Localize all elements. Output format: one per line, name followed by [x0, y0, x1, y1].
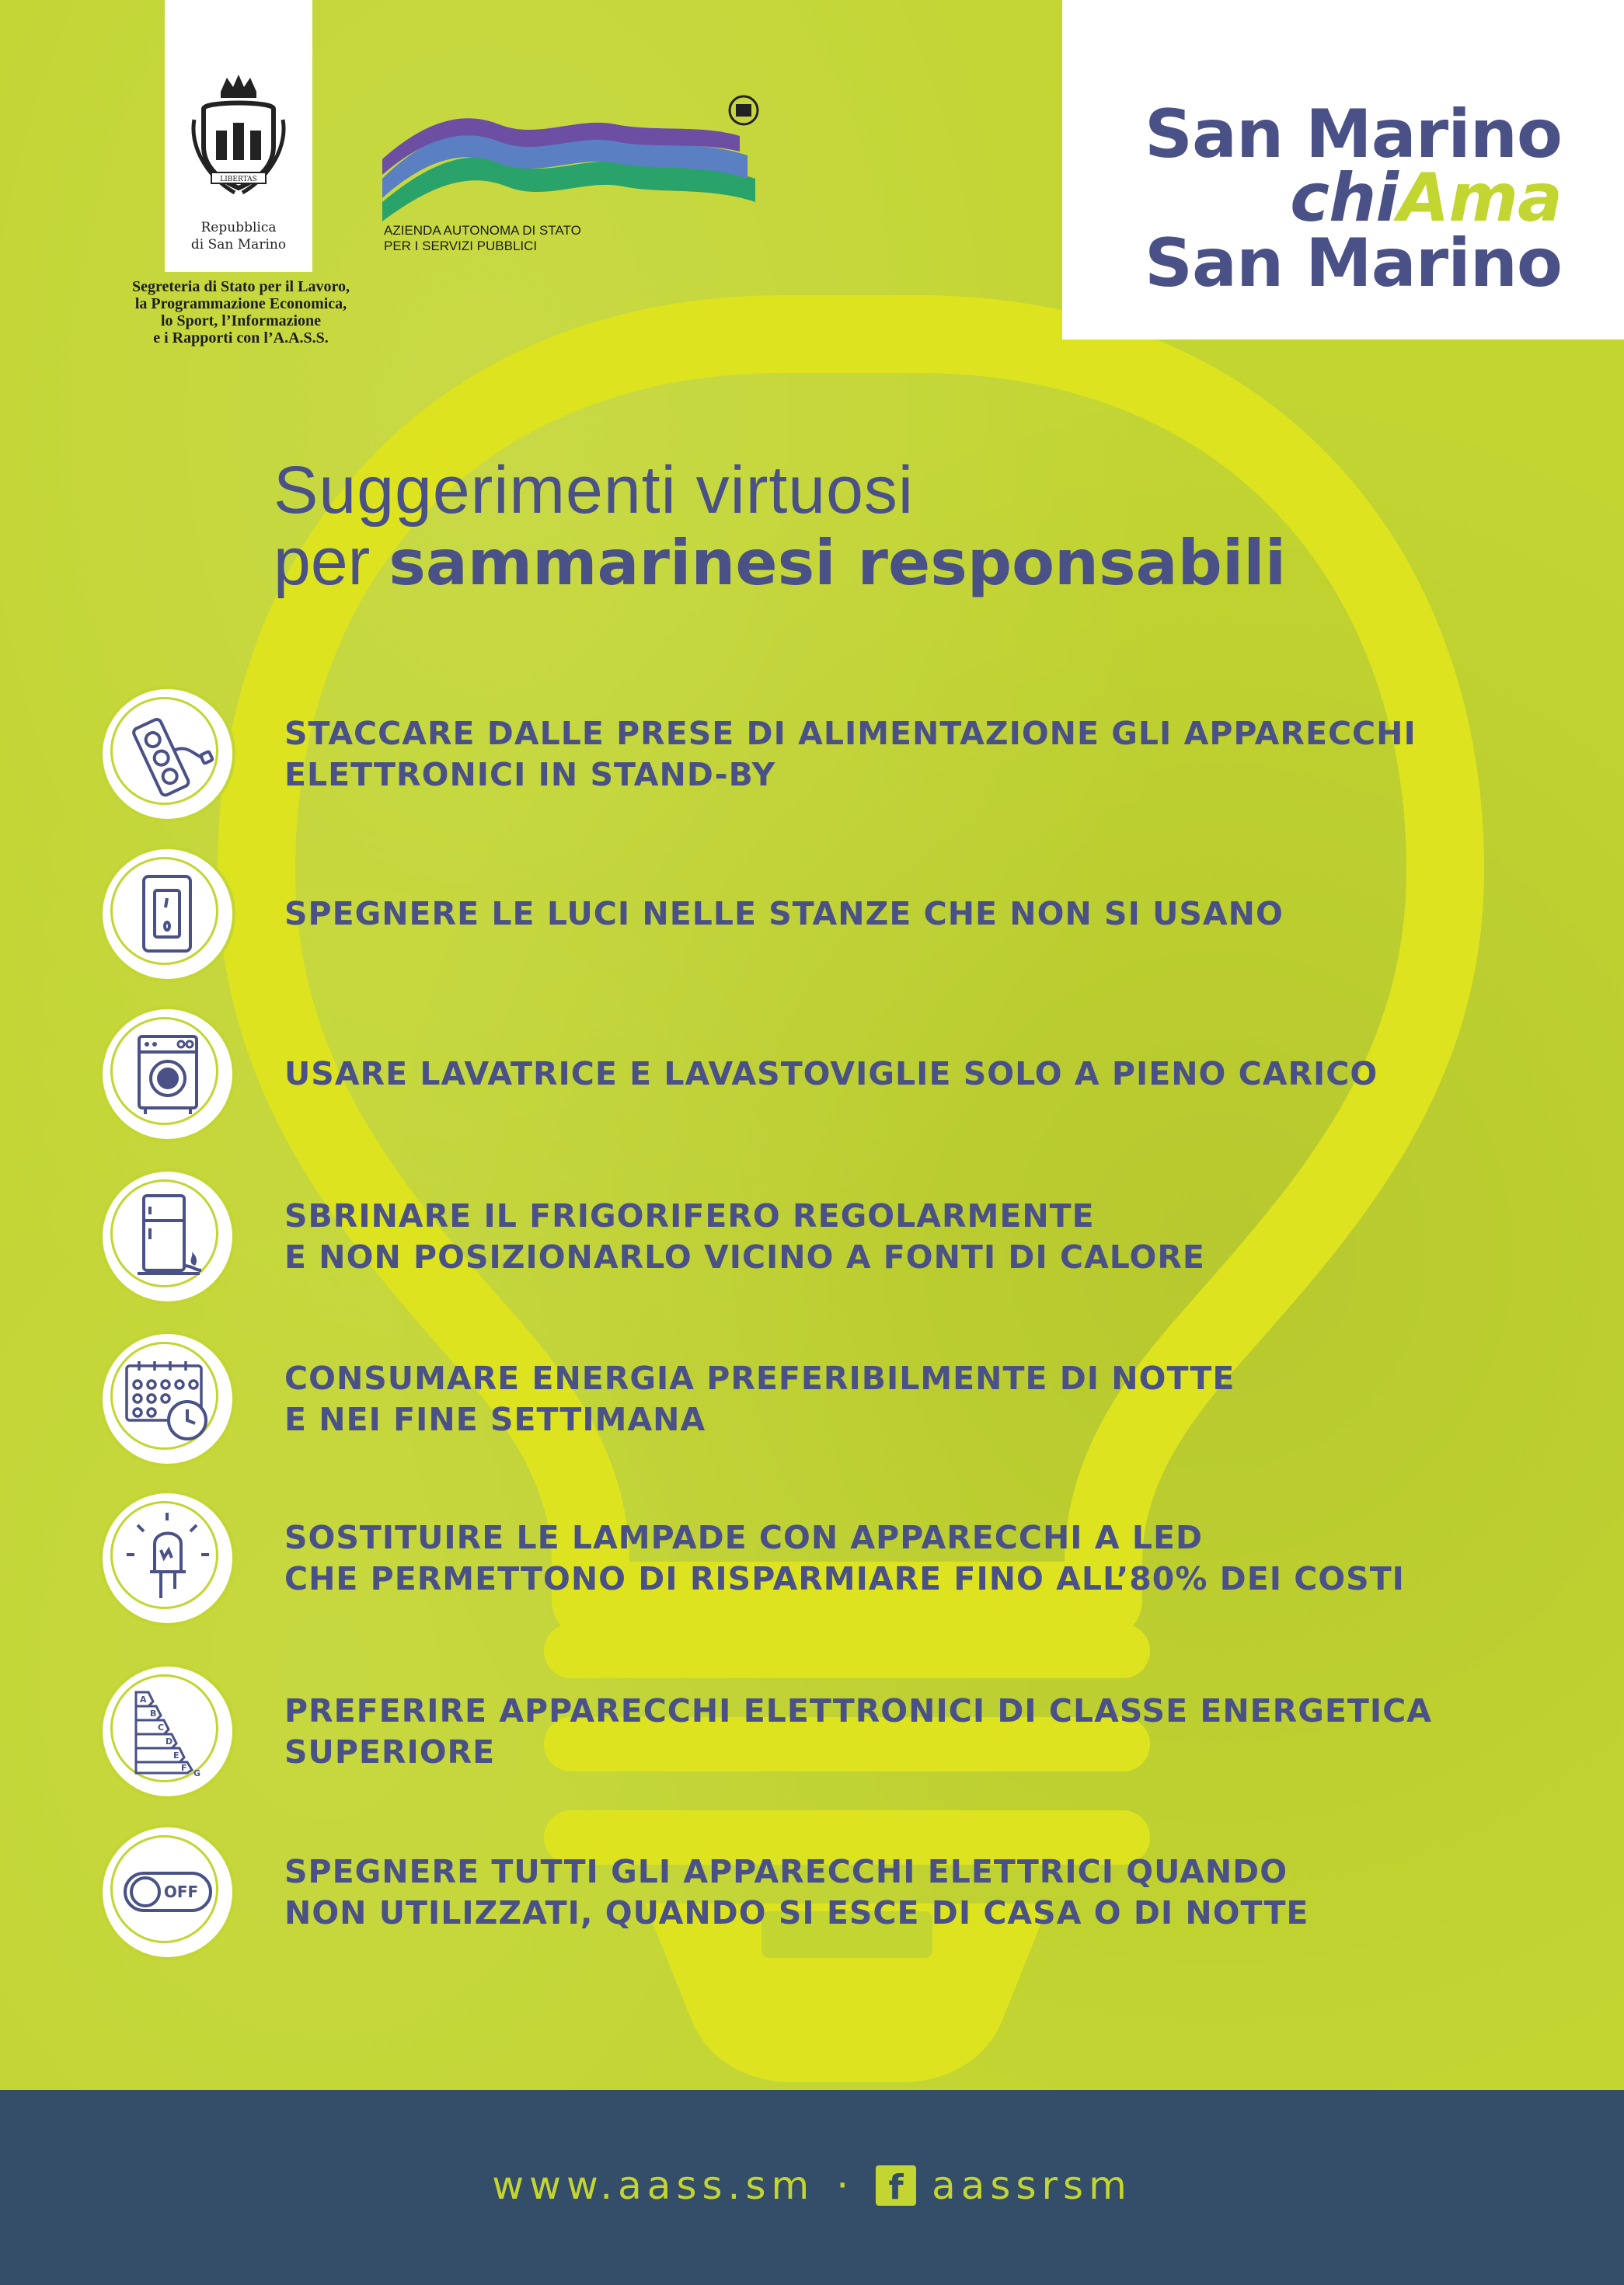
tip-text-line: CHE PERMETTONO DI RISPARMIARE FINO ALL’80% DEI COSTI	[284, 1559, 1405, 1597]
tip-text	[284, 1006, 1535, 1142]
campaign-line3: San Marino	[1145, 225, 1562, 302]
campaign-chi: chi	[1290, 159, 1398, 237]
aass-logo-icon	[382, 93, 771, 225]
tip-text	[284, 1331, 1535, 1467]
campaign-line1: San Marino	[1145, 96, 1562, 173]
footer-separator: ·	[836, 2163, 855, 2208]
tip-item	[99, 1663, 1545, 1799]
title-line2-bold: sammarinesi responsabili	[389, 527, 1287, 599]
tip-text-line: STACCARE DALLE PRESE DI ALIMENTAZIONE GLI APPARECCHI	[284, 714, 1417, 752]
website-link[interactable]: www.aass.sm	[492, 2163, 815, 2208]
tip-text-line: USARE LAVATRICE E LAVASTOVIGLIE SOLO A PIENO CARICO	[284, 1055, 1378, 1092]
aass-name-line1: AZIENDA AUTONOMA DI STATO	[384, 223, 581, 238]
tip-text	[284, 686, 1535, 822]
tip-icon-badge	[99, 1490, 235, 1626]
tip-item	[99, 1824, 1545, 1960]
tip-text-line: E NEI FINE SETTIMANA	[284, 1400, 706, 1438]
power-strip-icon	[120, 707, 214, 801]
tip-text-line: CONSUMARE ENERGIA PREFERIBILMENTE DI NOTTE	[284, 1359, 1235, 1397]
light-switch-icon	[120, 867, 214, 961]
washing-machine-icon	[120, 1027, 214, 1121]
government-name	[165, 219, 312, 253]
government-logo-block	[165, 0, 312, 272]
tip-item	[99, 1169, 1545, 1304]
energy-class-letter: F	[181, 1763, 187, 1773]
tip-text	[284, 1663, 1535, 1799]
secretariat-line: Segreteria di Stato per il Lavoro,	[132, 278, 350, 295]
tip-text	[284, 1169, 1535, 1304]
tip-item	[99, 1331, 1545, 1467]
facebook-handle-link[interactable]: aassrsm	[932, 2163, 1132, 2208]
tip-icon-badge	[99, 1824, 235, 1960]
secretariat-name	[78, 278, 404, 347]
title-line2-regular: per	[274, 524, 389, 599]
tip-text-line: E NON POSIZIONARLO VICINO A FONTI DI CALORE	[284, 1238, 1205, 1276]
tip-text-line: SUPERIORE	[284, 1733, 496, 1771]
tip-icon-badge	[99, 1331, 235, 1467]
tip-icon-badge	[99, 1006, 235, 1142]
secretariat-line: la Programmazione Economica,	[134, 295, 347, 312]
title-line1: Suggerimenti virtuosi	[274, 453, 915, 528]
campaign-ama: Ama	[1397, 159, 1562, 237]
title-line2	[274, 526, 1439, 599]
tip-icon-badge	[99, 686, 235, 822]
tip-item	[99, 846, 1545, 982]
campaign-logo-box	[1062, 0, 1624, 340]
led-icon	[120, 1511, 214, 1605]
energy-class-letter: C	[158, 1722, 165, 1733]
tip-icon-badge	[99, 1663, 235, 1799]
off-switch-icon	[120, 1845, 214, 1939]
calendar-clock-icon	[120, 1352, 214, 1446]
campaign-line2	[1290, 159, 1562, 237]
off-switch-label: OFF	[163, 1883, 199, 1901]
tip-text	[284, 846, 1535, 982]
fridge-icon	[120, 1190, 214, 1284]
page-title	[274, 455, 1439, 599]
aass-name-line2: PER I SERVIZI PUBBLICI	[384, 239, 538, 253]
energy-class-letter: B	[150, 1709, 157, 1719]
energy-class-letter: E	[173, 1750, 179, 1761]
energy-class-letter: D	[166, 1736, 173, 1747]
aass-name	[384, 223, 633, 254]
tip-text-line: PREFERIRE APPARECCHI ELETTRONICI DI CLASSE ENERGETICA	[284, 1691, 1432, 1729]
facebook-icon	[876, 2165, 916, 2206]
footer-contacts	[0, 2158, 1624, 2213]
energy-class-letter: A	[140, 1695, 147, 1705]
san-marino-crest-icon	[190, 75, 288, 199]
tip-item	[99, 1490, 1545, 1626]
tip-icon-badge	[99, 846, 235, 982]
tip-text	[284, 1490, 1535, 1626]
tip-text	[284, 1824, 1535, 1960]
government-name-line1: Repubblica	[200, 220, 277, 235]
energy-class-letter: G	[193, 1768, 201, 1778]
tip-item	[99, 1006, 1545, 1142]
tip-text-line: NON UTILIZZATI, QUANDO SI ESCE DI CASA O DI NOTTE	[284, 1893, 1309, 1931]
tip-text-line: SPEGNERE LE LUCI NELLE STANZE CHE NON SI USANO	[284, 895, 1284, 932]
tip-text-line: ELETTRONICI IN STAND-BY	[284, 755, 776, 793]
crest-motto: LIBERTAS	[220, 176, 257, 183]
tip-icon-badge	[99, 1169, 235, 1304]
energy-class-icon	[120, 1684, 214, 1778]
government-name-line2: di San Marino	[190, 237, 287, 253]
tip-text-line: SOSTITUIRE LE LAMPADE CON APPARECCHI A LED	[284, 1518, 1203, 1556]
facebook-glyph: f	[888, 2168, 904, 2207]
tip-text-line: SBRINARE IL FRIGORIFERO REGOLARMENTE	[284, 1196, 1095, 1235]
tip-text-line: SPEGNERE TUTTI GLI APPARECCHI ELETTRICI QUANDO	[284, 1852, 1288, 1890]
secretariat-line: lo Sport, l’Informazione	[160, 312, 322, 329]
secretariat-line: e i Rapporti con l’A.A.S.S.	[153, 329, 329, 347]
footer	[0, 2090, 1624, 2285]
tip-item	[99, 686, 1545, 822]
